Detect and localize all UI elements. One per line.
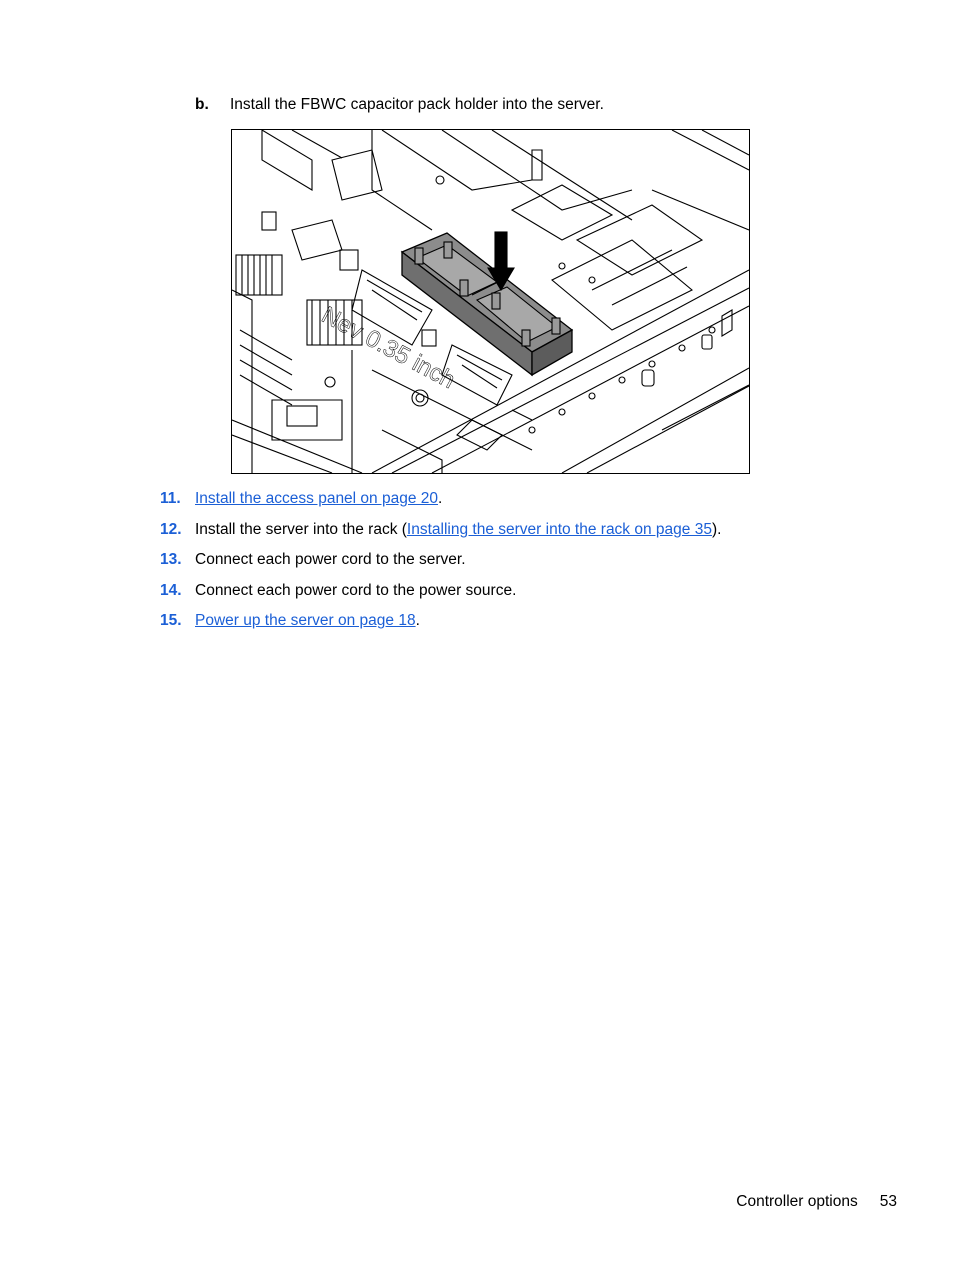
step-number: 13. bbox=[160, 551, 182, 568]
step-body bbox=[195, 611, 420, 631]
step-number: 11. bbox=[160, 490, 181, 507]
page-footer bbox=[736, 1192, 897, 1212]
step-suffix: ). bbox=[711, 520, 722, 538]
server-rack-link[interactable]: Installing the server into the rack on page 35 bbox=[406, 520, 712, 538]
step-number: 15. bbox=[160, 612, 182, 629]
step-text: Connect each power cord to the power source. bbox=[195, 581, 517, 599]
step-text: Connect each power cord to the server. bbox=[195, 551, 466, 568]
page-number: 53 bbox=[879, 1193, 897, 1210]
sub-step-text: Install the FBWC capacitor pack holder into the server. bbox=[230, 96, 604, 113]
step-number: 14. bbox=[160, 581, 182, 599]
access-panel-link[interactable]: Install the access panel on page 20 bbox=[195, 490, 439, 507]
sub-step-b bbox=[195, 95, 604, 115]
capacitor-holder-illustration bbox=[231, 129, 750, 474]
step-body bbox=[195, 520, 721, 540]
footer-section-title: Controller options bbox=[736, 1193, 858, 1210]
step-suffix: . bbox=[415, 612, 420, 629]
step-body bbox=[195, 489, 442, 509]
step-prefix: Install the server into the rack ( bbox=[195, 520, 407, 538]
board-imprint-text: Nev 0.35 inch bbox=[317, 301, 460, 395]
power-up-link[interactable]: Power up the server on page 18 bbox=[195, 612, 416, 629]
sub-step-letter: b. bbox=[195, 96, 209, 113]
step-suffix: . bbox=[438, 490, 443, 507]
step-number: 12. bbox=[160, 520, 182, 538]
